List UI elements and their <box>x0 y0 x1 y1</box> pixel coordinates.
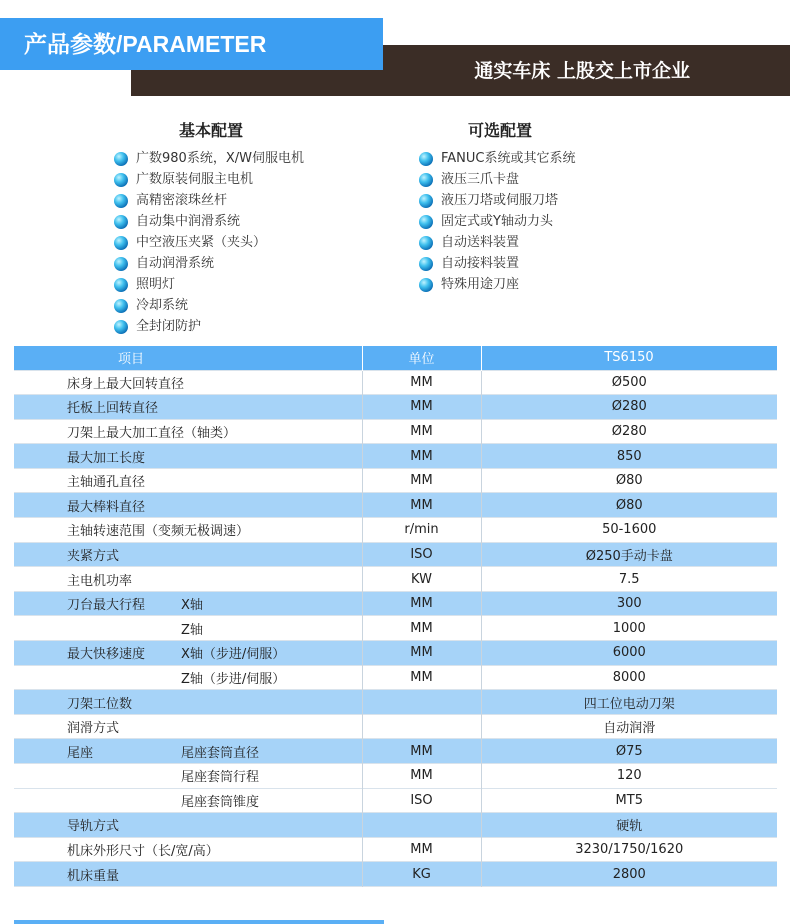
spec-item-label: 主轴转速范围（变频无极调速） <box>67 524 250 540</box>
spec-unit-cell <box>362 690 481 715</box>
table-row <box>14 444 777 469</box>
list-item <box>114 169 304 190</box>
table-row <box>14 813 777 838</box>
spec-item-cell <box>14 518 362 543</box>
spec-value-cell: MT5 <box>481 788 777 813</box>
spec-item-label: 机床重量 <box>67 868 120 884</box>
spec-item-label: 刀架上最大加工直径（轴类） <box>67 425 237 441</box>
spec-value-cell: 8000 <box>481 665 777 690</box>
table-row <box>14 764 777 789</box>
spec-item-cell <box>14 616 362 641</box>
table-row <box>14 567 777 592</box>
spec-subitem-label: Z轴 <box>181 622 203 638</box>
section-title: 产品参数/PARAMETER <box>0 18 383 70</box>
list-item-label: 液压刀塔或伺服刀塔 <box>441 193 559 208</box>
table-row <box>14 468 777 493</box>
bullet-ball-icon <box>114 257 128 271</box>
list-item-label: 高精密滚珠丝杆 <box>136 193 228 208</box>
bullet-ball-icon <box>114 236 128 250</box>
spec-item-cell <box>14 419 362 444</box>
table-row <box>14 370 777 395</box>
spec-unit-cell: KG <box>362 862 481 887</box>
spec-item-cell <box>14 690 362 715</box>
spec-value-cell: 120 <box>481 764 777 789</box>
spec-unit-cell: MM <box>362 739 481 764</box>
list-item <box>114 190 304 211</box>
bullet-ball-icon <box>114 320 128 334</box>
spec-unit-cell: MM <box>362 493 481 518</box>
spec-subitem-label: 尾座套筒锥度 <box>181 794 260 810</box>
spec-unit-cell: MM <box>362 591 481 616</box>
company-slogan: 通实车床 上股交上市企业 <box>131 45 790 96</box>
spec-item-label: 最大棒料直径 <box>67 499 146 515</box>
spec-subitem-label: Z轴（步进/伺服） <box>181 671 286 687</box>
list-item-label: 特殊用途刀座 <box>441 277 520 292</box>
spec-unit-cell: r/min <box>362 518 481 543</box>
spec-item-label: 尾座 <box>67 745 94 761</box>
spec-item-cell <box>14 714 362 739</box>
spec-value-cell: Ø500 <box>481 370 777 395</box>
header-model: TS6150 <box>481 346 777 370</box>
spec-unit-cell: MM <box>362 444 481 469</box>
list-item <box>114 316 304 337</box>
bullet-ball-icon <box>114 278 128 292</box>
bullet-ball-icon <box>114 152 128 166</box>
spec-value-cell: Ø80 <box>481 493 777 518</box>
spec-item-cell <box>14 591 362 616</box>
spec-subitem-label: 尾座套筒直径 <box>181 745 260 761</box>
spec-value-cell: 850 <box>481 444 777 469</box>
spec-item-cell <box>14 665 362 690</box>
spec-value-cell: Ø80 <box>481 468 777 493</box>
spec-item-cell <box>14 567 362 592</box>
table-row <box>14 690 777 715</box>
spec-item-label: 托板上回转直径 <box>67 401 159 417</box>
spec-unit-cell: MM <box>362 665 481 690</box>
spec-value-cell: 300 <box>481 591 777 616</box>
table-row <box>14 665 777 690</box>
list-item-label: 照明灯 <box>136 277 176 292</box>
bullet-ball-icon <box>419 278 433 292</box>
list-item-label: 自动接料装置 <box>441 256 520 271</box>
list-item-label: 固定式或Y轴动力头 <box>441 214 553 229</box>
spec-value-cell: 3230/1750/1620 <box>481 837 777 862</box>
table-row <box>14 518 777 543</box>
spec-item-cell <box>14 862 362 887</box>
bullet-ball-icon <box>419 194 433 208</box>
spec-value-cell: 1000 <box>481 616 777 641</box>
spec-unit-cell: MM <box>362 764 481 789</box>
spec-item-cell <box>14 764 362 789</box>
table-row <box>14 419 777 444</box>
bullet-ball-icon <box>419 152 433 166</box>
table-row <box>14 591 777 616</box>
list-item <box>114 211 304 232</box>
basic-config-title: 基本配置 <box>179 121 244 140</box>
spec-value-cell: Ø280 <box>481 395 777 420</box>
spec-item-label: 机床外形尺寸（长/宽/高） <box>67 844 219 860</box>
list-item <box>419 211 576 232</box>
optional-config-title: 可选配置 <box>468 121 533 140</box>
bullet-ball-icon <box>114 173 128 187</box>
list-item <box>114 253 304 274</box>
list-item <box>114 274 304 295</box>
spec-unit-cell: MM <box>362 419 481 444</box>
list-item-label: 自动润滑系统 <box>136 256 215 271</box>
table-row <box>14 542 777 567</box>
spec-value-cell: 自动润滑 <box>481 714 777 739</box>
spec-value-cell: Ø250手动卡盘 <box>481 542 777 567</box>
spec-subitem-label: 尾座套筒行程 <box>181 770 260 786</box>
header-item: 项目 <box>14 346 362 370</box>
table-row <box>14 493 777 518</box>
spec-item-label: 刀架工位数 <box>67 696 133 712</box>
spec-unit-cell: MM <box>362 468 481 493</box>
header-unit: 单位 <box>362 346 481 370</box>
spec-item-label: 润滑方式 <box>67 721 120 737</box>
list-item <box>419 169 576 190</box>
bullet-ball-icon <box>114 215 128 229</box>
table-row <box>14 616 777 641</box>
spec-item-label: 最大加工长度 <box>67 450 146 466</box>
bottom-divider <box>14 920 384 924</box>
bullet-ball-icon <box>114 299 128 313</box>
bullet-ball-icon <box>419 215 433 229</box>
table-row <box>14 395 777 420</box>
list-item-label: 冷却系统 <box>136 298 189 313</box>
list-item-label: 中空液压夹紧（夹头） <box>136 235 267 250</box>
spec-unit-cell <box>362 813 481 838</box>
list-item-label: 广数980系统，X/W伺服电机 <box>136 151 304 166</box>
spec-unit-cell: MM <box>362 616 481 641</box>
spec-item-label: 主电机功率 <box>67 573 133 589</box>
spec-value-cell: Ø280 <box>481 419 777 444</box>
spec-item-cell <box>14 739 362 764</box>
spec-subitem-label: X轴（步进/伺服） <box>181 647 286 663</box>
spec-item-cell <box>14 542 362 567</box>
spec-item-label: 夹紧方式 <box>67 548 120 564</box>
table-row <box>14 739 777 764</box>
list-item-label: 液压三爪卡盘 <box>441 172 520 187</box>
bullet-ball-icon <box>114 194 128 208</box>
bullet-ball-icon <box>419 173 433 187</box>
spec-item-label: 最大快移速度 <box>67 647 146 663</box>
list-item-label: 自动集中润滑系统 <box>136 214 241 229</box>
list-item <box>419 190 576 211</box>
spec-item-cell <box>14 468 362 493</box>
table-row <box>14 862 777 887</box>
spec-unit-cell <box>362 714 481 739</box>
spec-value-cell: 硬轨 <box>481 813 777 838</box>
list-item <box>419 232 576 253</box>
bullet-ball-icon <box>419 257 433 271</box>
list-item <box>419 148 576 169</box>
spec-table <box>14 346 778 887</box>
table-row <box>14 641 777 666</box>
list-item <box>419 253 576 274</box>
list-item <box>419 274 576 295</box>
list-item <box>114 148 304 169</box>
list-item <box>114 232 304 253</box>
table-row <box>14 714 777 739</box>
spec-subitem-label: X轴 <box>181 598 203 614</box>
spec-item-cell <box>14 370 362 395</box>
list-item-label: 广数原装伺服主电机 <box>136 172 254 187</box>
spec-value-cell: Ø75 <box>481 739 777 764</box>
spec-unit-cell: MM <box>362 837 481 862</box>
spec-item-cell <box>14 444 362 469</box>
list-item-label: FANUC系统或其它系统 <box>441 151 576 166</box>
spec-unit-cell: MM <box>362 370 481 395</box>
spec-value-cell: 2800 <box>481 862 777 887</box>
basic-config-list <box>114 148 304 337</box>
spec-value-cell: 7.5 <box>481 567 777 592</box>
list-item-label: 自动送料装置 <box>441 235 520 250</box>
spec-item-cell <box>14 837 362 862</box>
spec-value-cell: 6000 <box>481 641 777 666</box>
spec-value-cell: 四工位电动刀架 <box>481 690 777 715</box>
spec-unit-cell: ISO <box>362 542 481 567</box>
spec-unit-cell: MM <box>362 395 481 420</box>
spec-value-cell: 50-1600 <box>481 518 777 543</box>
spec-item-label: 主轴通孔直径 <box>67 475 146 491</box>
spec-item-label: 刀台最大行程 <box>67 598 146 614</box>
list-item <box>114 295 304 316</box>
spec-item-cell <box>14 395 362 420</box>
spec-item-cell <box>14 493 362 518</box>
table-header-row <box>14 346 777 370</box>
spec-item-cell <box>14 813 362 838</box>
spec-unit-cell: ISO <box>362 788 481 813</box>
table-row <box>14 788 777 813</box>
spec-item-label: 床身上最大回转直径 <box>67 376 185 392</box>
spec-unit-cell: MM <box>362 641 481 666</box>
list-item-label: 全封闭防护 <box>136 319 202 334</box>
spec-item-cell <box>14 788 362 813</box>
bullet-ball-icon <box>419 236 433 250</box>
optional-config-list <box>419 148 576 295</box>
table-row <box>14 837 777 862</box>
spec-item-label: 导轨方式 <box>67 819 120 835</box>
spec-unit-cell: KW <box>362 567 481 592</box>
spec-item-cell <box>14 641 362 666</box>
